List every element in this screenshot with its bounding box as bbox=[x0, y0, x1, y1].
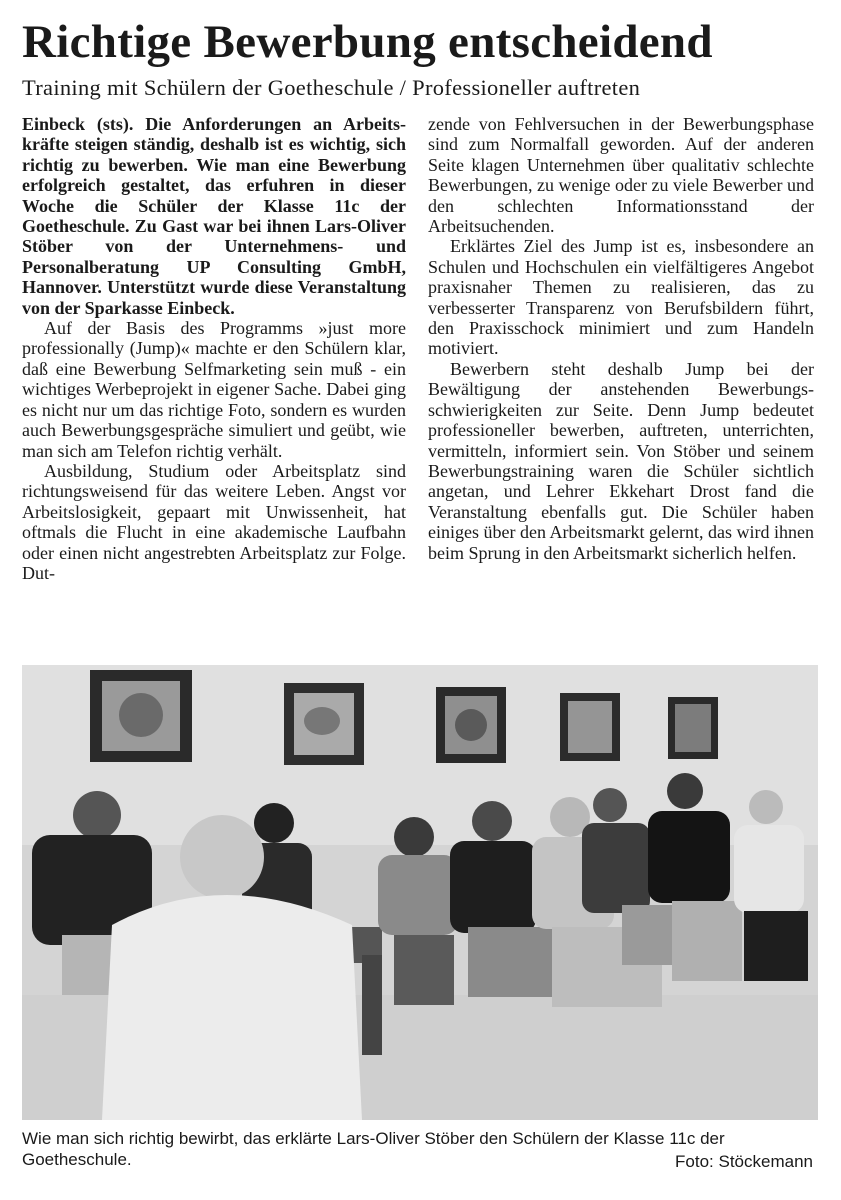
wall-picture-1 bbox=[90, 670, 192, 762]
article-column-left bbox=[22, 114, 406, 583]
wall-picture-4 bbox=[560, 693, 620, 761]
wall-picture-2 bbox=[284, 683, 364, 765]
article-column-right bbox=[428, 114, 814, 563]
body-paragraph-2-end: zende von Fehlversuchen in der Bewerbungsphase sind zum Normalfall geworden. Auf der anderen Seite klagen Unternehmen über qualitativ schlechte Bewerbungen, zu wenige oder zu viele Bewerber und den schlechten Informationsstand der Arbeitsuchenden. bbox=[428, 114, 814, 237]
photo-credit: Foto: Stöckemann bbox=[675, 1152, 813, 1171]
body-paragraph-4: Bewerbern steht deshalb Jump bei der Bewältigung der anstehenden Bewerbungsschwierigkeiten zur Seite. Denn Jump bedeutet professioneller bewerben, auftreten, unterrichten, vermitteln, informiert sein. Von Stöber und seinem Bewerbungstraining waren die Schüler sichtlich angetan, und Lehrer Ekkehart Drost fand die Veranstaltung ebenfalls gut. Die Schüler haben einiges über den Arbeitsmarkt gelernt, das wird ihnen beim Sprung in den Arbeitsmarkt sicherlich helfen. bbox=[428, 358, 814, 563]
body-paragraph-2-start: Ausbildung, Studium oder Arbeitsplatz sind richtungsweisend für das weitere Leben. Angst vor Arbeitslosigkeit, gepaart mit Unwissenheit, hat oftmals die Flucht in eine akademische Laufbahn oder einen nicht angestrebten Arbeitsplatz zur Folge. Dut- bbox=[22, 460, 406, 583]
wall-picture-3 bbox=[436, 687, 506, 763]
headline: Richtige Bewerbung entscheidend bbox=[22, 16, 713, 68]
subheadline: Training mit Schülern der Goetheschule / Professioneller auftreten bbox=[22, 75, 641, 100]
lead-paragraph: Einbeck (sts). Die Anforderungen an Arbeitskräfte steigen ständig, deshalb ist es wichtig, sich richtig zu bewerben. Wie man eine Bewerbung erfolgreich gestaltet, das erfuhren in dieser Woche die Schüler der Klasse 11c der Goetheschule. Zu Gast war bei ihnen Lars-Oliver Stöber von der Unternehmens- und Personalberatung UP Consulting GmbH, Hannover. Unterstützt wurde diese Veranstaltung von der Sparkasse Einbeck. bbox=[22, 114, 406, 318]
wall-picture-5 bbox=[668, 697, 718, 759]
article-photo bbox=[22, 665, 818, 1120]
body-paragraph-1: Auf der Basis des Programms »just more professionally (Jump)« machte er den Schülern klar, daß eine Bewerbung Selfmarketing sein muß - ein wichtiges Werbeprojekt in eigener Sache. Dabei ging es nicht nur um das richtige Foto, sondern es wurden auch Bewerbungsgespräche simuliert und geübt, wie man sich am Telefon richtig verhält. bbox=[22, 318, 406, 461]
photo-caption: Wie man sich richtig bewirbt, das erklärte Lars-Oliver Stöber den Schülern der Klasse 11c der Goetheschule. bbox=[22, 1129, 725, 1169]
body-paragraph-3: Erklärtes Ziel des Jump ist es, insbesondere an Schulen und Hochschulen ein vielfältigeres Angebot praxisnaher Themen zu realisieren, das zu verbesserter Transparenz von Berufsbildern führt, den Praxisschock minimiert und zum Handeln motiviert. bbox=[428, 236, 814, 359]
